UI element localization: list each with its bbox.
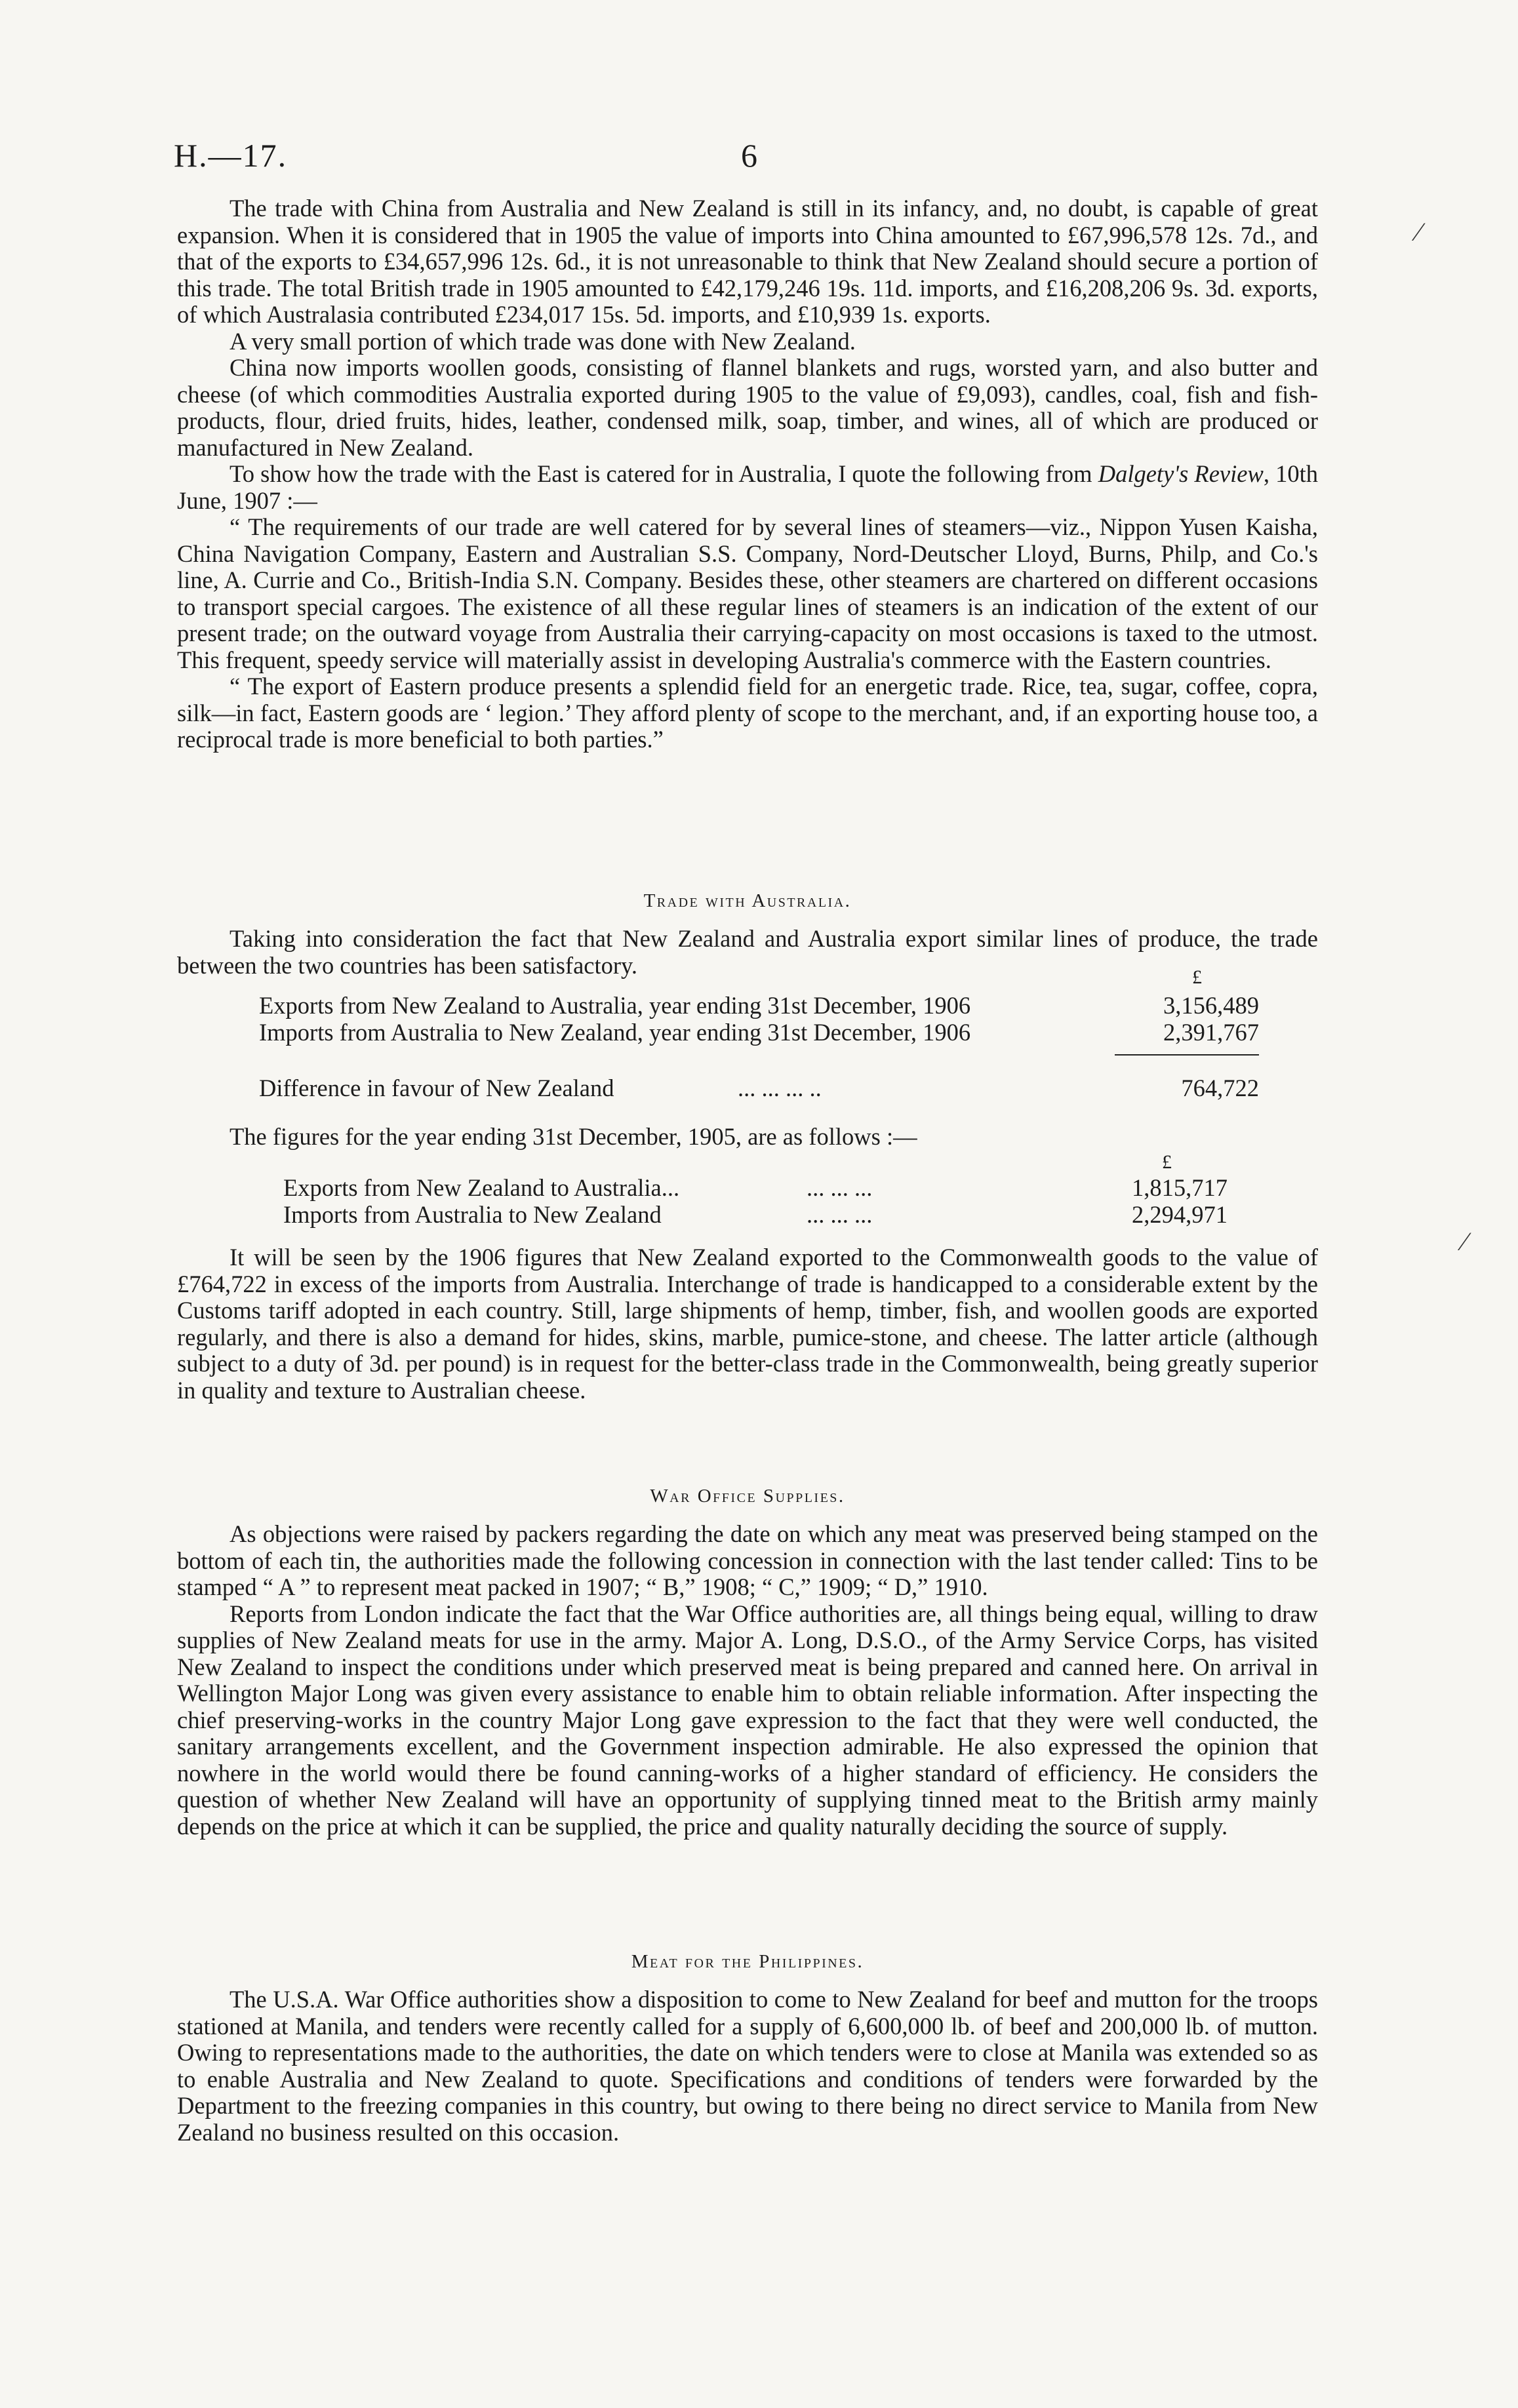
- quotation: “ The export of Eastern produce presents a splendid field for an energetic trade. Rice, tea, sugar, coffee, copra, silk—in fact, Eastern goods are ‘ legion.’ They afford plenty of scope to the merchant, and, if an exporting house too, a reciprocal trade is more beneficial to both parties.”: [177, 673, 1318, 753]
- paragraph: Reports from London indicate the fact that the War Office authorities are, all things being equal, willing to draw supplies of New Zealand meats for use in the army. Major A. Long, D.S.O., of the Army Service Corps, has visited New Zealand to inspect the conditions under which preserved meat is being prepared and canned here. On arrival in Wellington Major Long was given every assistance to enable him to obtain reliable information. After inspecting the chief preserving-works in the country Major Long gave expression to the fact that they were well conducted, the sanitary arrangements excellent, and the Government inspection admirable. He also expressed the opinion that nowhere in the world would there be found canning-works of a higher standard of efficiency. He considers the question of whether New Zealand will have an opportunity of supplying tinned meat to the British army mainly depends on the price at which it can be supplied, the price and quality naturally deciding the source of supply.: [177, 1600, 1318, 1840]
- table-row-value: 2,294,971: [1132, 1201, 1228, 1228]
- australia-closing: [177, 1244, 1318, 1404]
- paragraph-text: To show how the trade with the East is catered for in Australia, I quote the following from: [230, 460, 1092, 487]
- paragraph: It will be seen by the 1906 figures that New Zealand exported to the Commonwealth goods to the value of £764,722 in excess of the imports from Australia. Interchange of trade is handicapped to a considerable extent by the Customs tariff adopted in each country. Still, large shipments of hemp, timber, fish, and woollen goods are exported regularly, and there is also a demand for hides, skins, marble, pumice-stone, and cheese. The latter article (although subject to a duty of 3d. per pound) is in request for the better-class trade in the Commonwealth, being greatly superior in quality and texture to Australian cheese.: [177, 1244, 1318, 1404]
- page-number: 6: [741, 137, 757, 174]
- dot-leader: ... ... ...: [807, 1201, 873, 1228]
- philippines-section: [177, 1986, 1318, 2146]
- paragraph: The U.S.A. War Office authorities show a disposition to come to New Zealand for beef and mutton for the troops stationed at Manila, and tenders were recently called for a supply of 6,600,000 lb. of beef and 200,000 lb. of mutton. Owing to representations made to the authorities, the date on which tenders were to close at Manila was extended so as to enable Australia and New Zealand to quote. Specifications and conditions of tenders were forwarded by the Department to the freezing companies in this country, but owing to there being no direct service to Manila from New Zealand no business resulted on this occasion.: [177, 1986, 1318, 2146]
- dot-leader: ... ... ...: [807, 1174, 873, 1201]
- document-reference: H.—17.: [174, 137, 288, 174]
- paragraph: The figures for the year ending 31st December, 1905, are as follows :—: [230, 1123, 917, 1150]
- section-heading-australia: Trade with Australia.: [643, 890, 852, 911]
- margin-mark: ⁄: [1462, 1227, 1467, 1256]
- quotation: “ The requirements of our trade are well catered for by several lines of steamers—viz., Nippon Yusen Kaisha, China Navigation Company, Eastern and Australian S.S. Company, Nord-Deutscher Lloyd, Burns, Philp, and Co.'s line, A. Currie and Co., British-India S.N. Company. Besides these, other steamers are chartered on different occasions to transport special cargoes. The existence of all these regular lines of steamers is an indication of the extent of our present trade; on the outward voyage from Australia their carrying-capacity on most occasions is taxed to the utmost. This frequent, speedy service will materially assist in developing Australia's commerce with the Eastern countries.: [177, 513, 1318, 673]
- paragraph: Taking into consideration the fact that New Zealand and Australia export similar lines of produce, the trade between the two countries has been satisfactory.: [177, 925, 1318, 979]
- difference-label: Difference in favour of New Zealand: [259, 1075, 614, 1101]
- paragraph: China now imports woollen goods, consisting of flannel blankets and rugs, worsted yarn, and also butter and cheese (of which commodities Australia exported during 1905 to the value of £9,093), candles, coal, fish and fish-products, flour, dried fruits, hides, leather, condensed milk, soap, timber, and wines, all of which are produced or manufactured in New Zealand.: [177, 354, 1318, 461]
- table-row-label: Exports from New Zealand to Australia, year ending 31st December, 1906: [259, 992, 971, 1019]
- paragraph: [177, 461, 1318, 514]
- difference-value: 764,722: [1181, 1075, 1259, 1101]
- currency-symbol: £: [1162, 1151, 1172, 1173]
- currency-symbol: £: [1192, 966, 1202, 988]
- source-title: Dalgety's Review: [1098, 460, 1264, 487]
- war-office-section: [177, 1521, 1318, 1840]
- table-row-value: 1,815,717: [1132, 1174, 1228, 1201]
- section-heading-philippines: Meat for the Philippines.: [631, 1951, 864, 1972]
- table-row-label: Imports from Australia to New Zealand: [283, 1201, 662, 1228]
- table-row-value: 3,156,489: [1163, 992, 1259, 1019]
- section-heading-war-office: War Office Supplies.: [650, 1486, 845, 1507]
- dot-leader: ... ... ... ..: [738, 1075, 822, 1101]
- sum-rule: [1115, 1054, 1259, 1056]
- paragraph-text: , 10th June, 1907 :—: [177, 460, 1318, 514]
- paragraph: The trade with China from Australia and New Zealand is still in its infancy, and, no doubt, is capable of great expansion. When it is considered that in 1905 the value of imports into China amounted to £67,996,578 12s. 7d., and that of the exports to £34,657,996 12s. 6d., it is not unreasonable to think that New Zealand should secure a portion of this trade. The total British trade in 1905 amounted to £42,179,246 19s. 11d. imports, and £16,208,206 9s. 3d. exports, of which Australasia contributed £234,017 15s. 5d. imports, and £10,939 1s. exports.: [177, 195, 1318, 328]
- table-row-value: 2,391,767: [1163, 1019, 1259, 1046]
- paragraph: As objections were raised by packers regarding the date on which any meat was preserved being stamped on the bottom of each tin, the authorities made the following concession in connection with the last tender called: Tins to be stamped “ A ” to represent meat packed in 1907; “ B,” 1908; “ C,” 1909; “ D,” 1910.: [177, 1520, 1318, 1600]
- margin-mark: ⁄: [1416, 217, 1421, 247]
- table-row-label: Exports from New Zealand to Australia...: [283, 1174, 680, 1201]
- table-row-label: Imports from Australia to New Zealand, year ending 31st December, 1906: [259, 1019, 971, 1046]
- china-trade-section: [177, 195, 1318, 753]
- paragraph: A very small portion of which trade was done with New Zealand.: [230, 327, 856, 355]
- australia-intro: [177, 926, 1318, 979]
